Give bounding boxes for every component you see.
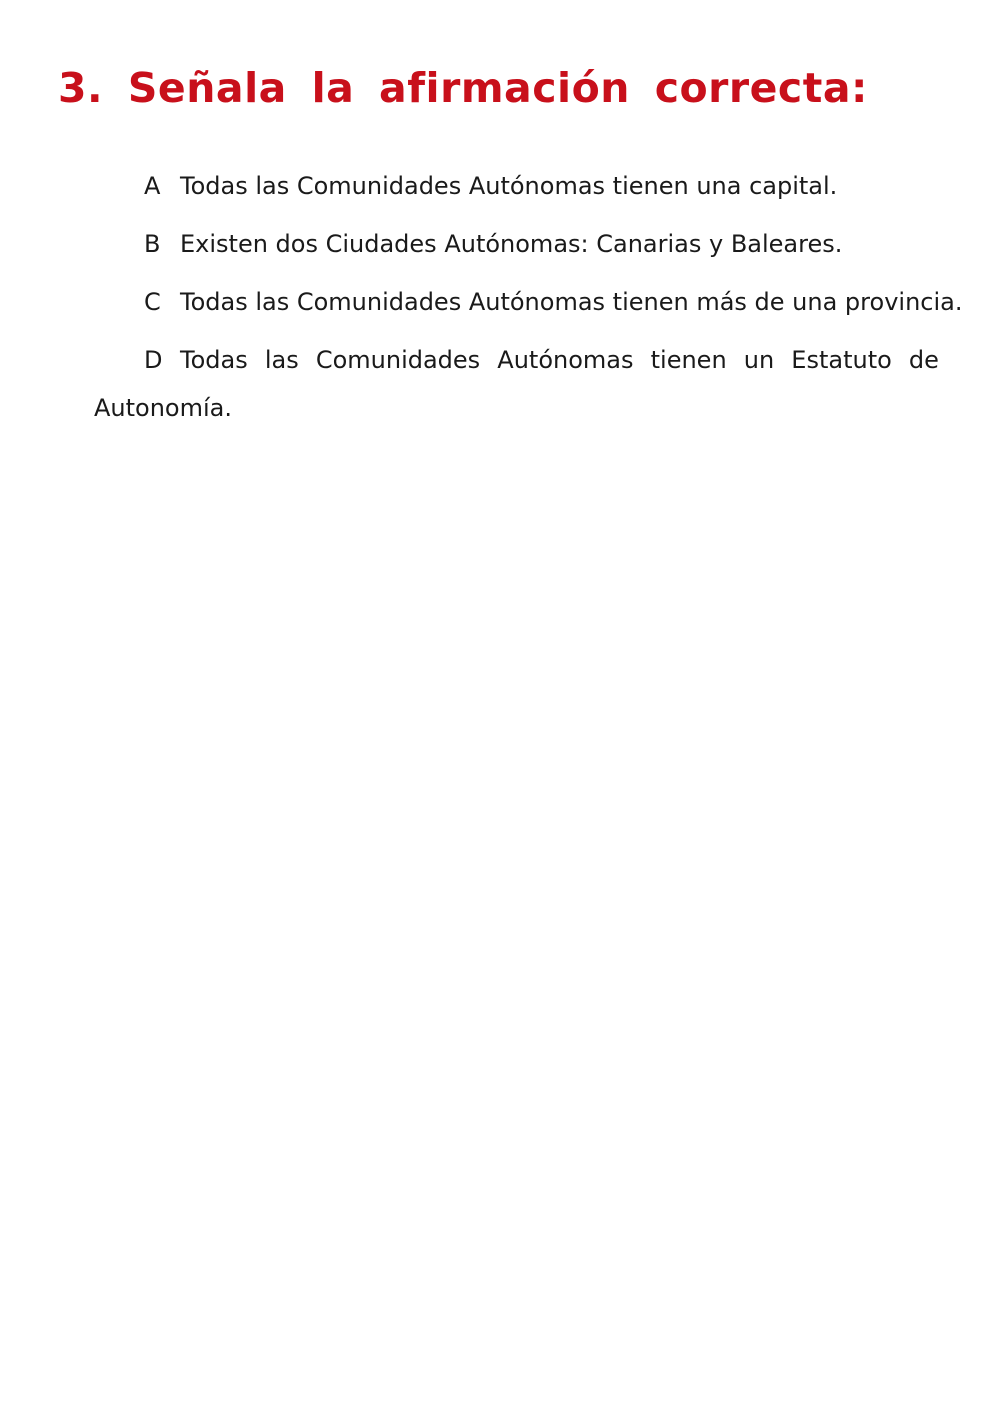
option-text-line-2: Autonomía. bbox=[94, 394, 232, 422]
option-word: Comunidades bbox=[315, 346, 481, 374]
option-letter: B bbox=[144, 230, 161, 258]
option-text-line-1 bbox=[94, 336, 939, 384]
option-word: las bbox=[264, 346, 299, 374]
option-letter: C bbox=[144, 288, 161, 316]
option-c[interactable] bbox=[94, 278, 963, 326]
option-word: de bbox=[908, 346, 939, 374]
option-a[interactable] bbox=[94, 162, 939, 210]
option-d[interactable] bbox=[94, 336, 939, 432]
option-text: Todas las Comunidades Autónomas tienen una capital. bbox=[180, 172, 838, 200]
option-word: Todas bbox=[180, 346, 248, 374]
option-text: Existen dos Ciudades Autónomas: Canarias y Baleares. bbox=[180, 230, 843, 258]
option-word: tienen bbox=[650, 346, 727, 374]
question-heading: 3. Señala la afirmación correcta: bbox=[58, 64, 868, 112]
option-letter: A bbox=[144, 172, 161, 200]
option-b[interactable] bbox=[94, 220, 939, 268]
option-word: Autónomas bbox=[497, 346, 634, 374]
answer-options bbox=[94, 162, 963, 442]
option-text: Todas las Comunidades Autónomas tienen más de una provincia. bbox=[180, 288, 963, 316]
option-word: Estatuto bbox=[791, 346, 892, 374]
option-letter: D bbox=[144, 346, 163, 374]
option-word: un bbox=[743, 346, 775, 374]
